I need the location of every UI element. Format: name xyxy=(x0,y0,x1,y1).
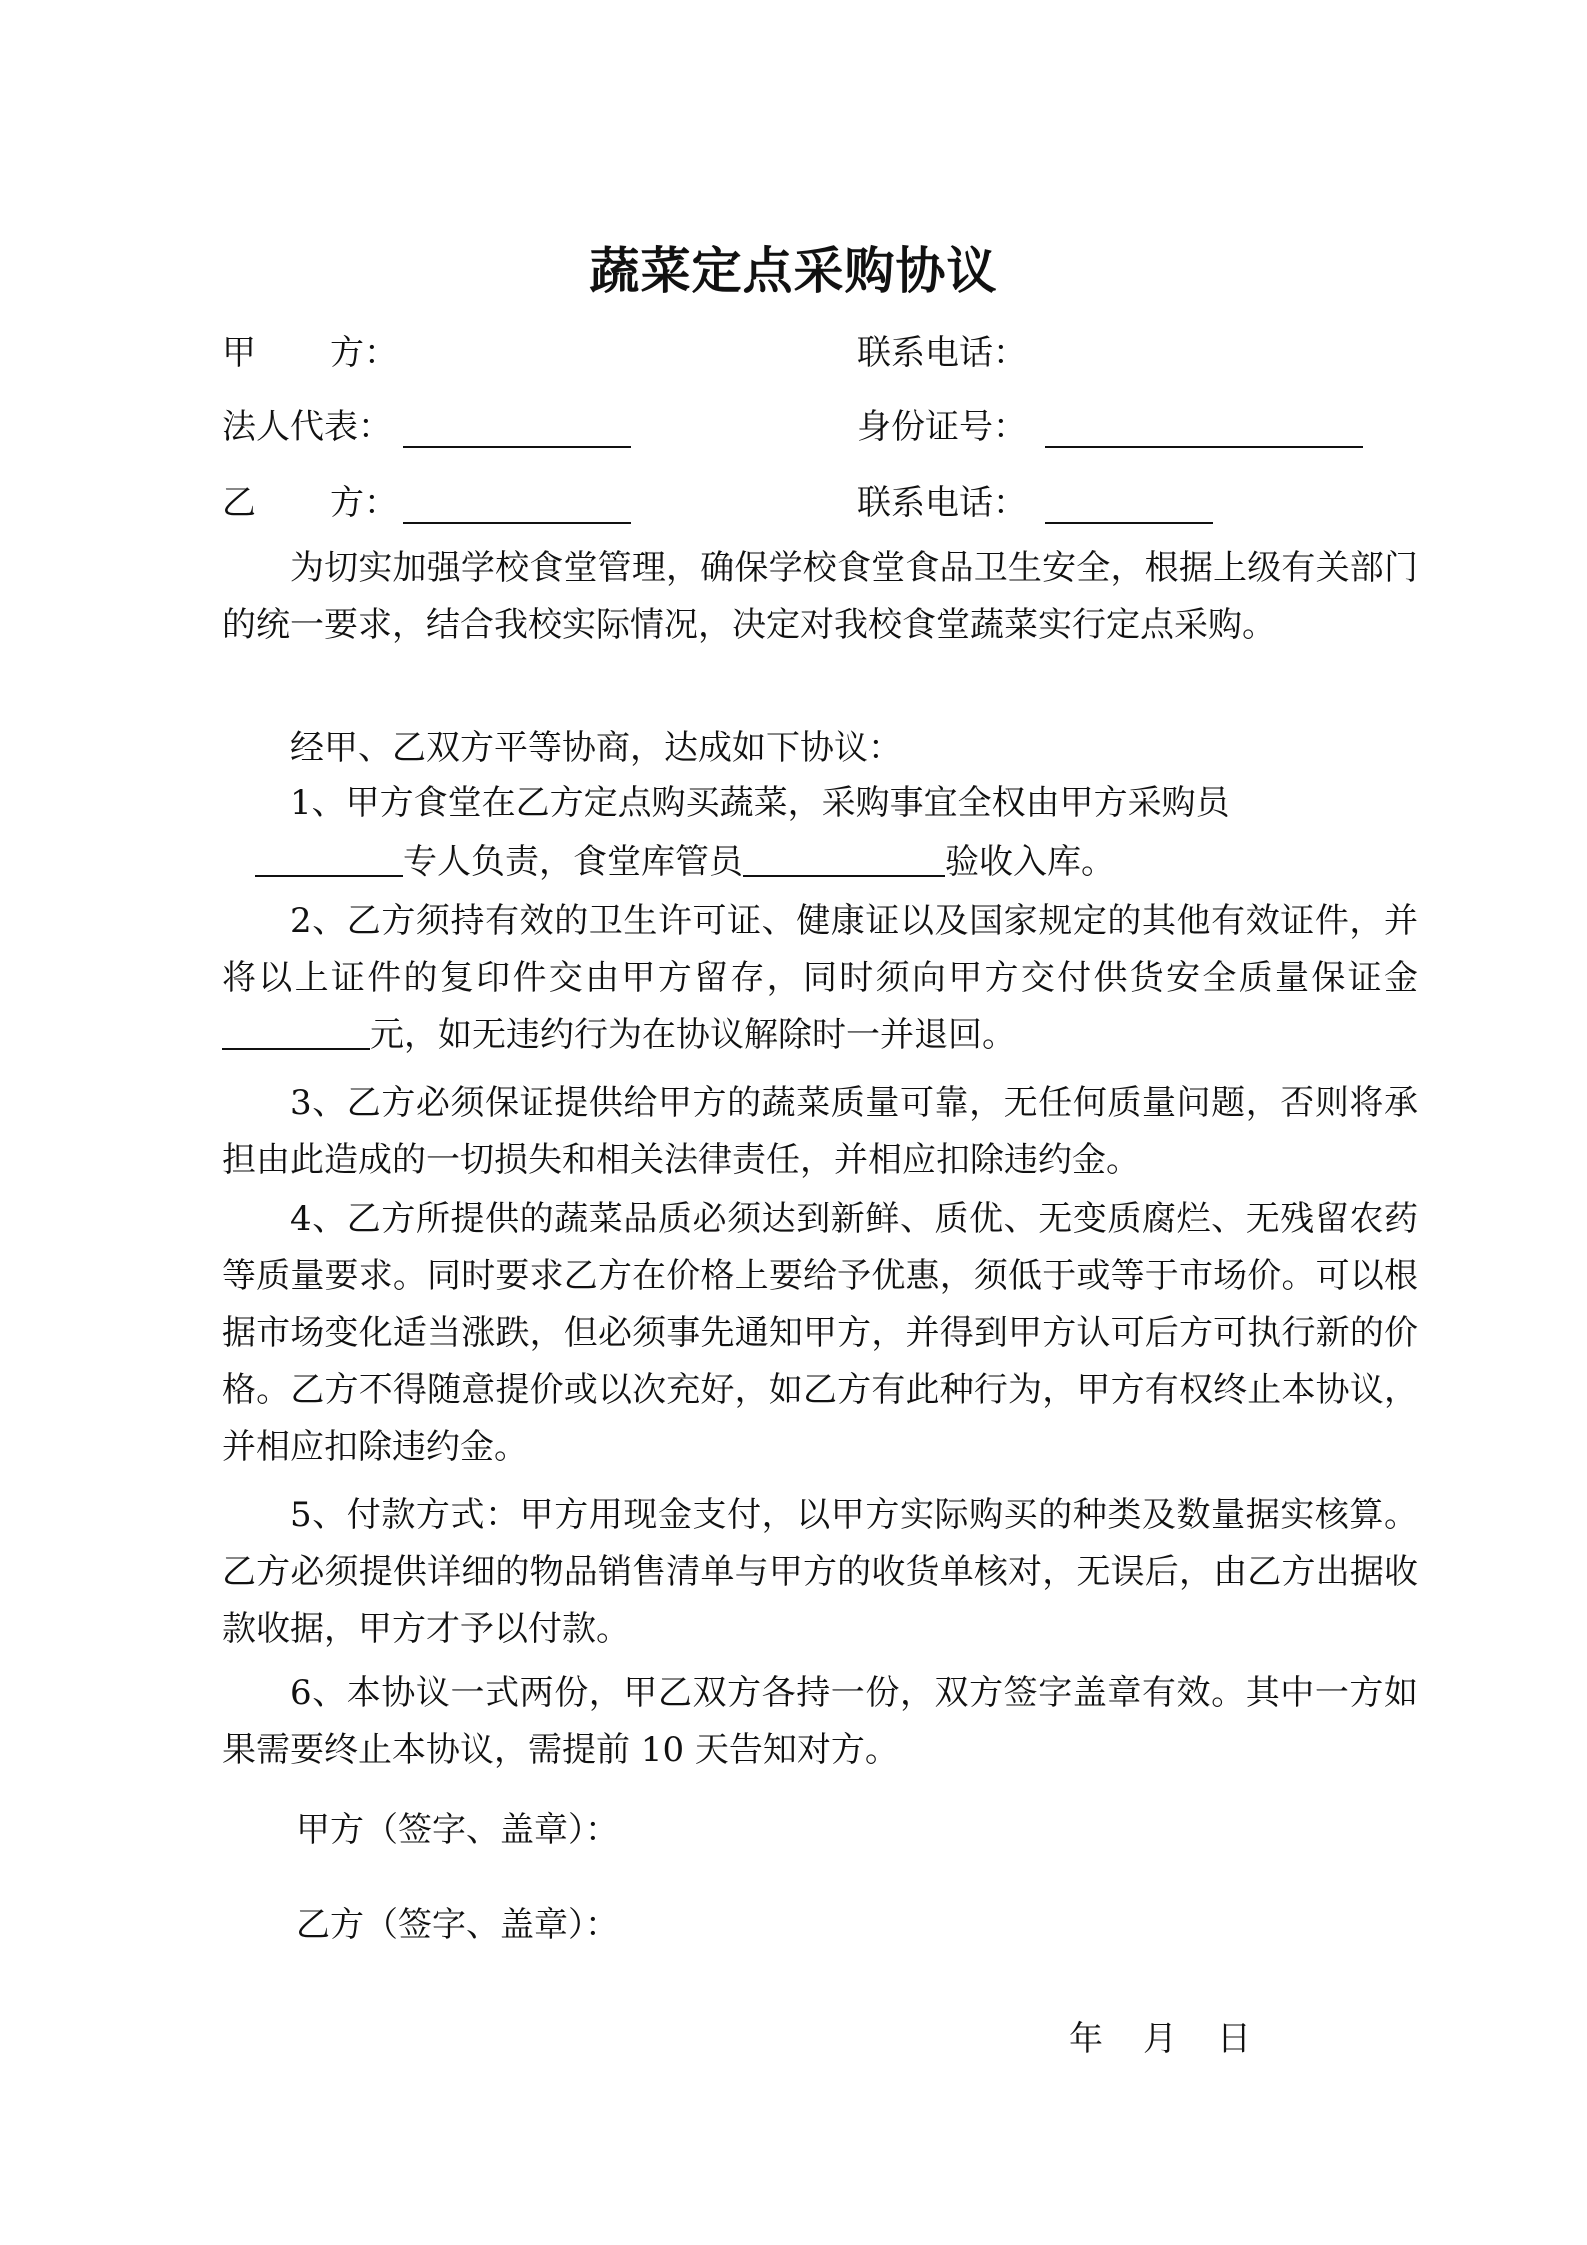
clause-3: 3、乙方必须保证提供给甲方的蔬菜质量可靠，无任何质量问题，否则将承担由此造成的一切损失和相关法律责任，并相应扣除违约金。 xyxy=(222,1083,1418,1180)
clause-1-part-a: 专人负责，食堂库管员 xyxy=(403,842,743,882)
document-title: 蔬菜定点采购协议 xyxy=(589,242,998,300)
intro-paragraph: 为切实加强学校食堂管理，确保学校食堂食品卫生安全，根据上级有关部门的统一要求，结合我校实际情况，决定对我校食堂蔬菜实行定点采购。 xyxy=(222,548,1418,645)
party-a-signature-label: 甲方（签字、盖章）： xyxy=(296,1810,619,1850)
deposit-blank xyxy=(222,1012,370,1050)
party-b-phone-blank xyxy=(1045,522,1213,524)
clause-1-part-b: 验收入库。 xyxy=(945,842,1115,882)
clause-1-line-2 xyxy=(255,834,1418,891)
warehouse-keeper-blank xyxy=(743,839,945,877)
clause-5: 5、付款方式：甲方用现金支付，以甲方实际购买的种类及数量据实核算。乙方必须提供详细的物品销售清单与甲方的收货单核对，无误后，由乙方出据收款收据，甲方才予以付款。 xyxy=(222,1495,1418,1649)
party-b-label-2: 方： xyxy=(330,483,398,523)
purchaser-blank xyxy=(255,839,403,877)
id-number-blank xyxy=(1045,446,1363,448)
clause-2 xyxy=(222,893,1418,1064)
party-b-blank xyxy=(403,522,631,524)
clause-6: 6、本协议一式两份，甲乙双方各持一份，双方签字盖章有效。其中一方如果需要终止本协议，需提前 10 天告知对方。 xyxy=(222,1673,1418,1770)
party-b-signature-label: 乙方（签字、盖章）： xyxy=(296,1905,619,1945)
date-year: 年 xyxy=(1069,2019,1103,2059)
legal-rep-blank xyxy=(403,446,631,448)
date-day: 日 xyxy=(1217,2019,1251,2059)
id-number-label: 身份证号： xyxy=(857,407,1027,447)
clause-4: 4、乙方所提供的蔬菜品质必须达到新鲜、质优、无变质腐烂、无残留农药等质量要求。同时要求乙方在价格上要给予优惠，须低于或等于市场价。可以根据市场变化适当涨跌，但必须事先通知甲方，并得到甲方认可后方可执行新的价格。乙方不得随意提价或以次充好，如乙方有此种行为，甲方有权终止本协议，并相应扣除违约金。 xyxy=(222,1199,1418,1467)
date-month: 月 xyxy=(1143,2019,1177,2059)
clause-2-before: 2、乙方须持有效的卫生许可证、健康证以及国家规定的其他有效证件，并将以上证件的复印件交由甲方留存，同时须向甲方交付供货安全质量保证金 xyxy=(222,901,1418,998)
clause-2-after: 元，如无违约行为在协议解除时一并退回。 xyxy=(370,1015,1016,1055)
party-a-label-2: 方： xyxy=(330,333,398,373)
legal-rep-label: 法人代表： xyxy=(222,407,392,447)
party-b-phone-label: 联系电话： xyxy=(857,483,1027,523)
party-a-label-1: 甲 xyxy=(222,333,256,373)
party-b-label-1: 乙 xyxy=(222,483,256,523)
agreement-lead: 经甲、乙双方平等协商，达成如下协议： xyxy=(290,728,902,768)
party-a-phone-label: 联系电话： xyxy=(857,333,1027,373)
clause-1-line-1: 1、甲方食堂在乙方定点购买蔬菜，采购事宜全权由甲方采购员 xyxy=(290,783,1230,823)
